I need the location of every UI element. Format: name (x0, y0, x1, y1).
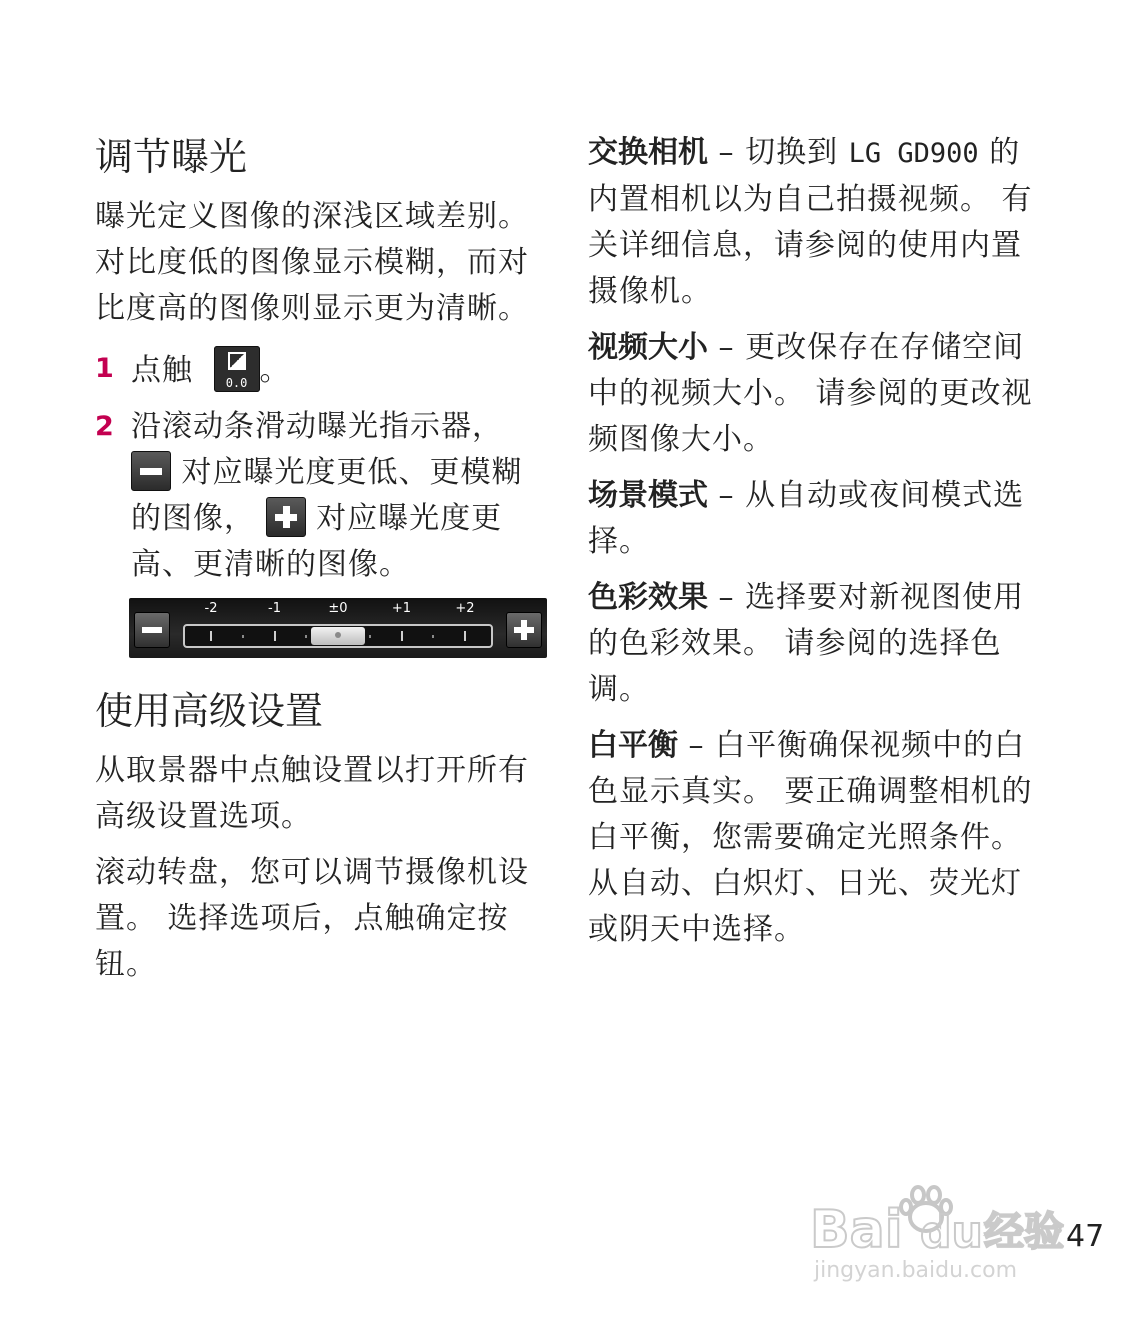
step-text: 点触 (131, 353, 193, 388)
slider-tick-label: ±0 (328, 601, 348, 616)
exposure-contrast-note: 对比度低的图像显示模糊，而对比度高的图像则显示更为清晰。 (95, 245, 529, 326)
watermark-brand: Bai (810, 1200, 903, 1260)
step-1 (95, 346, 545, 394)
step-text-b: 对应曝光度更低、更模糊的图像， (131, 455, 523, 536)
slider-minor-tick (369, 635, 371, 638)
item-dash: – (708, 478, 746, 513)
watermark-url: jingyan.baidu.com (814, 1258, 1018, 1283)
slider-minor-tick (305, 635, 307, 638)
item-term: 白平衡 (588, 728, 678, 763)
exposure-icon-value: 0.0 (225, 376, 248, 390)
section-title-advanced: 使用高级设置 (95, 689, 324, 733)
slider-tick-label: -1 (268, 601, 281, 616)
slider-tick-label: +1 (391, 601, 412, 616)
item-term: 视频大小 (588, 330, 708, 365)
item-switch-camera (588, 130, 1038, 315)
slider-minor-tick (242, 635, 244, 638)
exposure-glyph (228, 352, 246, 370)
slider-tick (464, 631, 466, 641)
item-dash: – (678, 728, 716, 763)
slider-minor-tick (432, 635, 434, 638)
item-video-size (588, 325, 1038, 463)
left-column (95, 130, 545, 988)
item-text: 白平衡确保视频中的白色显示真实。 要正确调整相机的白平衡，您需要确定光照条件。 从自动、白炽灯、日光、荧光灯或阴天中选择。 (588, 728, 1033, 947)
item-text: 选择要对新视图使用的色彩效果。 请参阅的选择色调。 (588, 580, 1025, 707)
item-dash: – (708, 135, 746, 170)
slider-plus-button[interactable] (506, 612, 542, 648)
step-suffix: 。 (259, 353, 291, 388)
item-term: 色彩效果 (588, 580, 708, 615)
slider-tick (401, 631, 403, 641)
advanced-para-2: 滚动转盘，您可以调节摄像机设置。 选择选项后，点触确定按钮。 (95, 855, 529, 982)
item-text-b: 的内置相机以为自己拍摄视频。 有关详细信息，请参阅的使用内置摄像机。 (588, 135, 1033, 309)
slider-tick-label: +2 (455, 601, 475, 616)
item-text: 更改保存在存储空间中的视频大小。 请参阅的更改视频图像大小。 (588, 330, 1033, 457)
item-dash: – (708, 580, 746, 615)
exposure-definition: 曝光定义图像的深浅区域差别。 (95, 199, 529, 234)
exposure-icon[interactable] (214, 346, 260, 392)
slider-thumb[interactable] (311, 627, 365, 645)
item-text-a: 切换到 (745, 135, 849, 170)
slider-minus-button[interactable] (134, 612, 170, 648)
advanced-para-1: 从取景器中点触设置以打开所有高级设置选项。 (95, 753, 529, 834)
item-text: 从自动或夜间模式选择。 (588, 478, 1025, 559)
right-column (588, 130, 1038, 953)
item-term: 场景模式 (588, 478, 708, 513)
item-white-balance (588, 723, 1038, 953)
plus-icon (266, 497, 306, 537)
svg-text:du: du (920, 1207, 983, 1258)
step-number: 2 (95, 411, 114, 442)
item-term: 交换相机 (588, 135, 708, 170)
slider-tick (274, 631, 276, 641)
step-text-a: 沿滚动条滑动曝光指示器， (131, 409, 503, 444)
section-title-exposure: 调节曝光 (95, 135, 248, 179)
item-model: LG GD900 (848, 138, 979, 169)
step-number: 1 (95, 353, 114, 384)
step-2 (95, 404, 545, 588)
item-color-effect (588, 575, 1038, 713)
slider-tick (210, 631, 212, 641)
minus-icon (131, 451, 171, 491)
step-text-c: 对应曝光度更高、更清晰的图像。 (131, 501, 503, 582)
page-number: 47 (1066, 1219, 1105, 1254)
exposure-slider[interactable] (129, 598, 547, 658)
slider-tick-label: -2 (204, 601, 218, 616)
svg-text:经验: 经验 (984, 1209, 1064, 1255)
item-dash: – (708, 330, 746, 365)
item-scene-mode (588, 473, 1038, 565)
baidu-jingyan-watermark (808, 1175, 1078, 1285)
